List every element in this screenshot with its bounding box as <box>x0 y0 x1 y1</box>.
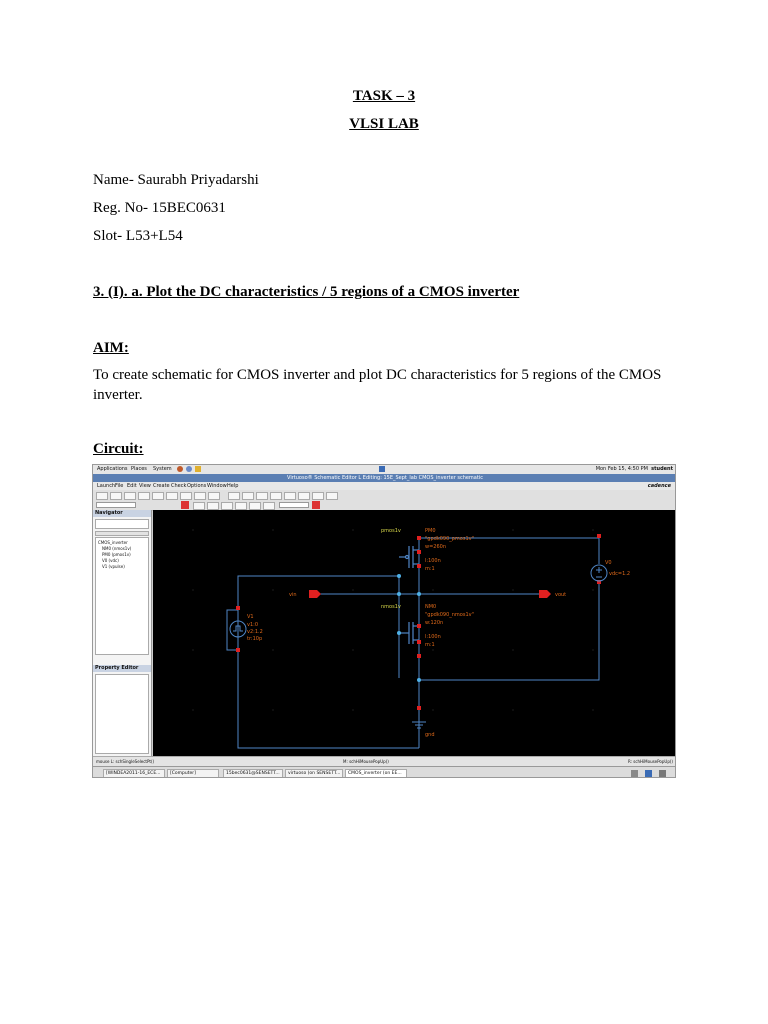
pm-width: w=260n <box>425 544 446 550</box>
workspace-select[interactable] <box>96 502 136 508</box>
mail-icon[interactable] <box>186 466 192 472</box>
pin-vout[interactable] <box>539 590 551 598</box>
v1-param-c: tr:10p <box>247 636 263 642</box>
nm-name: NM0 <box>425 604 437 610</box>
notes-icon[interactable] <box>195 466 201 472</box>
instance-icon[interactable] <box>242 492 254 500</box>
question-heading: 3. (I). a. Plot the DC characteristics / 5 regions of a CMOS inverter <box>93 284 520 300</box>
nmos-transistor[interactable] <box>399 622 419 644</box>
redo-icon[interactable] <box>166 492 178 500</box>
student-reg: Reg. No- 15BEC0631 <box>93 200 226 216</box>
panel-clock: Mon Feb 15, 4:50 PM student <box>595 466 673 472</box>
taskbar-item-5[interactable]: CMOS_inverter (on EE... <box>345 769 407 778</box>
navigator-tree <box>95 537 149 655</box>
circuit-heading: Circuit: <box>93 441 144 457</box>
schematic-canvas[interactable] <box>153 510 676 756</box>
taskbar-item-3[interactable]: 15bec0631@SENSETT... <box>223 769 283 778</box>
status-right: R: schHiMousePopUp() <box>627 759 673 764</box>
vin-label: vin <box>289 592 297 598</box>
pm-name: PM0 <box>425 528 436 534</box>
firefox-icon[interactable] <box>177 466 183 472</box>
taskbar <box>93 766 676 778</box>
left-panel <box>93 510 152 757</box>
navigator-filter[interactable] <box>95 519 149 529</box>
taskbar-item-1[interactable]: [WINDEA2011-16_ECE... <box>103 769 165 778</box>
descend-icon[interactable] <box>249 502 261 510</box>
area-icon[interactable] <box>207 502 219 510</box>
v1-param-b: v2:1.2 <box>247 629 263 635</box>
menu-bar <box>93 482 676 490</box>
nm-width: w:120n <box>425 620 444 626</box>
task-heading: TASK – 3 <box>352 88 416 104</box>
pmos-cell-label: pmos1v <box>381 528 401 534</box>
menu-places[interactable]: Places <box>131 466 147 472</box>
workspace-switcher-icon[interactable] <box>645 770 652 777</box>
status-left: mouse L: schSingleSelectPt() <box>96 759 155 764</box>
select-icon[interactable] <box>193 502 205 510</box>
print-icon[interactable] <box>138 492 150 500</box>
undo-icon[interactable] <box>152 492 164 500</box>
nm-length: l:100n <box>425 634 441 640</box>
tree-item-v0[interactable]: V0 (vdc) <box>102 558 119 563</box>
tree-item-pm0[interactable]: PM0 (pmos1v) <box>102 552 131 557</box>
aim-heading: AIM: <box>93 340 129 356</box>
pin-icon[interactable] <box>256 492 268 500</box>
wire-icon[interactable] <box>228 492 240 500</box>
taskbar-item-4[interactable]: virtuoso (on SENSETT... <box>285 769 343 778</box>
navigator-search[interactable] <box>95 531 149 536</box>
menu-create[interactable]: Create <box>153 483 170 489</box>
v1-name: V1 <box>247 614 254 620</box>
menu-window[interactable]: Window <box>207 483 227 489</box>
stretch-icon[interactable] <box>298 492 310 500</box>
ascend-icon[interactable] <box>263 502 275 510</box>
zoom-out-icon[interactable] <box>194 492 206 500</box>
menu-system[interactable]: System <box>153 466 172 472</box>
aim-text: To create schematic for CMOS inverter and plot DC characteristics for 5 regions of the CMOS inverter. <box>93 367 662 403</box>
pmos-transistor[interactable] <box>399 546 419 568</box>
search-input[interactable] <box>279 502 309 508</box>
property-editor-title: Property Editor <box>93 665 151 672</box>
menu-help[interactable]: Help <box>227 483 239 489</box>
grid-dots <box>192 529 593 710</box>
v1-param-a: v1:0 <box>247 622 259 628</box>
nm-model: "gpdk090_nmos1v" <box>425 612 474 618</box>
tree-item-nm0[interactable]: NM0 (nmos1v) <box>102 546 132 551</box>
stop-icon[interactable] <box>181 501 189 509</box>
tree-item-root[interactable]: CMOS_inverter <box>98 540 128 545</box>
vout-label: vout <box>555 592 567 598</box>
menu-options[interactable]: Options <box>187 483 207 489</box>
label-icon[interactable] <box>270 492 282 500</box>
menu-check[interactable]: Check <box>171 483 187 489</box>
menu-view[interactable]: View <box>139 483 151 489</box>
pin-vin[interactable] <box>309 590 321 598</box>
ground-symbol[interactable] <box>412 710 426 728</box>
pm-model: "gpdk090_pmos1v" <box>425 536 474 542</box>
search-stop-icon[interactable] <box>312 501 320 509</box>
check-save-icon[interactable] <box>284 492 296 500</box>
gnd-label: gnd <box>425 732 435 738</box>
schematic-screenshot <box>92 464 676 778</box>
fit-icon[interactable] <box>208 492 220 500</box>
student-name: Name- Saurabh Priyadarshi <box>93 172 259 188</box>
menu-applications[interactable]: Applications <box>97 466 128 472</box>
copy-icon[interactable] <box>312 492 324 500</box>
new-icon[interactable] <box>96 492 108 500</box>
menu-edit[interactable]: Edit <box>127 483 137 489</box>
hierarchy-icon[interactable] <box>235 502 247 510</box>
cadence-logo: cadence <box>647 483 671 489</box>
tree-item-v1[interactable]: V1 (vpulse) <box>102 564 125 569</box>
pm-mult: m:1 <box>425 566 435 572</box>
move-icon[interactable] <box>326 492 338 500</box>
workspace-icon[interactable] <box>379 466 385 472</box>
desktop-icon[interactable] <box>659 770 666 777</box>
nmos-cell-label: nmos1v <box>381 604 401 610</box>
save-icon[interactable] <box>124 492 136 500</box>
menu-file[interactable]: File <box>115 483 124 489</box>
property-editor-body <box>95 674 149 754</box>
v0-name: V0 <box>605 560 612 566</box>
probe-icon[interactable] <box>221 502 233 510</box>
window-title: Virtuoso® Schematic Editor L Editing: 15E_Sept_lab CMOS_inverter schematic <box>93 474 676 482</box>
taskbar-item-2[interactable]: [Computer] <box>167 769 219 778</box>
trash-icon[interactable] <box>631 770 638 777</box>
lab-heading: VLSI LAB <box>349 116 419 132</box>
v0-value: vdc=1.2 <box>609 571 631 577</box>
zoom-in-icon[interactable] <box>180 492 192 500</box>
menu-launch[interactable]: Launch <box>97 483 116 489</box>
dc-source[interactable] <box>591 565 607 581</box>
status-mid: M: schHiMousePopUp() <box>343 759 389 764</box>
pm-length: l:100n <box>425 558 441 564</box>
open-icon[interactable] <box>110 492 122 500</box>
student-slot: Slot- L53+L54 <box>93 228 183 244</box>
nm-mult: m:1 <box>425 642 435 648</box>
navigator-title: Navigator <box>93 510 151 517</box>
